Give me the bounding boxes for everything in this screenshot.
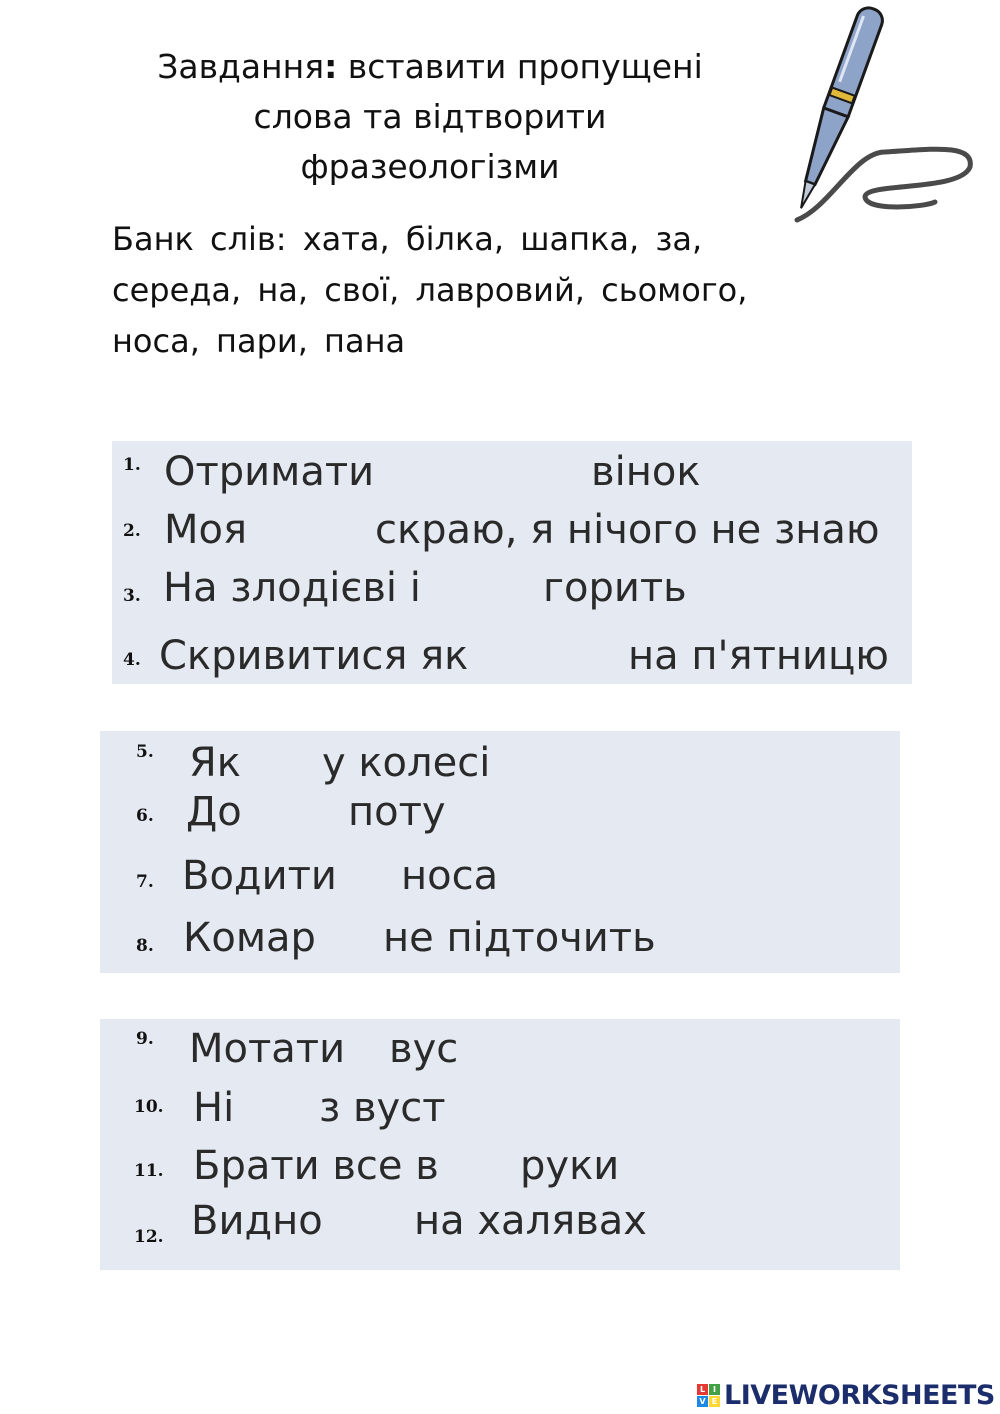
word-bank-line-2: середа, на, свої, лавровий, сьомого, — [112, 271, 748, 309]
phrase-start: Мотати — [189, 1026, 346, 1072]
logo-mark-icon — [697, 1384, 720, 1407]
phrase-end: на п'ятницю — [628, 633, 889, 679]
phrase-start: Водити — [182, 853, 337, 899]
phrase-start: Видно — [191, 1198, 323, 1244]
title-word: Завдання — [157, 47, 325, 86]
phrase-end: не підточить — [383, 915, 656, 961]
logo-mark-letter: I — [709, 1384, 720, 1395]
title-rest: вставити пропущені — [337, 47, 703, 86]
phrase-end: вус — [389, 1026, 459, 1072]
phrase-end: руки — [520, 1143, 620, 1189]
phrase-end: вінок — [591, 449, 701, 495]
phrase-start: Комар — [183, 915, 316, 961]
task-title — [120, 42, 740, 192]
logo-mark-letter: E — [709, 1396, 720, 1407]
item-number: 11. — [134, 1161, 164, 1181]
logo-mark-letter: V — [697, 1396, 708, 1407]
word-bank — [112, 214, 832, 367]
item-number: 9. — [136, 1029, 154, 1049]
item-number: 1. — [123, 455, 141, 475]
phrase-end: поту — [348, 789, 446, 835]
phrase-start: На злодієві і — [163, 565, 421, 611]
item-number: 2. — [123, 521, 141, 541]
phrase-end: горить — [543, 565, 687, 611]
phrase-end: у колесі — [322, 740, 491, 786]
phrase-end: носа — [401, 853, 499, 899]
phrase-end: на халявах — [414, 1198, 647, 1244]
item-number: 4. — [123, 650, 141, 670]
item-number: 8. — [136, 936, 154, 956]
item-number: 12. — [134, 1227, 164, 1247]
phrase-start: Моя — [164, 507, 248, 553]
logo-text: LIVEWORKSHEETS — [724, 1379, 995, 1411]
phrase-end: скраю, я нічого не знаю — [375, 507, 880, 553]
phrase-end: з вуст — [319, 1085, 446, 1131]
title-colon: : — [324, 47, 338, 86]
phrase-start: До — [186, 789, 242, 835]
title-line-3: фразеологізми — [300, 147, 560, 186]
title-line-2: слова та відтворити — [253, 97, 607, 136]
word-bank-line-1: Банк слів: хата, білка, шапка, за, — [112, 220, 703, 258]
liveworksheets-logo — [697, 1378, 995, 1412]
word-bank-line-3: носа, пари, пана — [112, 322, 406, 360]
item-number: 5. — [136, 742, 154, 762]
item-number: 6. — [136, 806, 154, 826]
phrase-start: Скривитися як — [159, 633, 469, 679]
logo-mark-letter: L — [697, 1384, 708, 1395]
pen-icon — [775, 2, 985, 234]
phrase-start: Як — [189, 740, 241, 786]
item-number: 7. — [136, 872, 154, 892]
phrase-start: Брати все в — [193, 1143, 439, 1189]
phrase-start: Ні — [193, 1085, 235, 1131]
phrase-start: Отримати — [164, 449, 375, 495]
item-number: 10. — [134, 1097, 164, 1117]
item-number: 3. — [123, 586, 141, 606]
